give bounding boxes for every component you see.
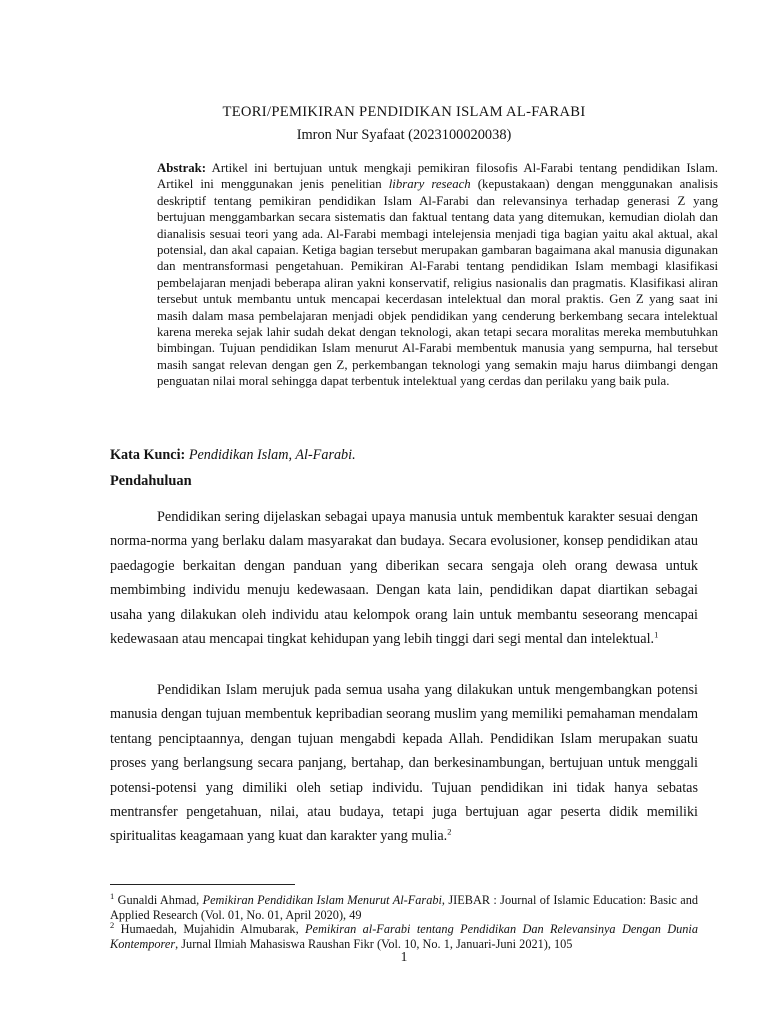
keywords-label: Kata Kunci: — [110, 447, 186, 463]
page-number: 1 — [400, 949, 408, 964]
footnote-1 — [110, 890, 698, 922]
footnote-ref-1: 1 — [654, 629, 659, 640]
footnote-number: 1 — [110, 890, 115, 901]
footnote-number: 2 — [110, 919, 115, 930]
footnote-title: Pemikiran Pendidikan Islam Menurut Al-Farabi — [202, 893, 442, 907]
abstract-text-end: (kepustakaan) dengan menggunakan analisis deskriptif tentang pemikiran pendidikan Islam Al-Farabi dan relevansinya terhadap generasi Z yang bertujuan menggambarkan secara sistematis dan faktual tentang data yang ditemukan, kemudian diolah dan dianalisis sesuai teori yang ada. Al-Farabi membagi intelejensia menjadi tiga bagian yaitu akal aktual, akal potensial, dan akal capaian. Ketiga bagian tersebut merupakan gambaran bagaimana akal manusia digunakan dan mentransformasi pengetahuan. Pemikiran Al-Farabi tentang pendidikan Islam membagi klasifikasi pembelajaran menjadi beberapa aliran yakni konservatif, religius nasionalis dan pragmatis. Klasifikasi aliran tersebut untuk membantu untuk mencapai kecerdasan intelektual dan moral praktis. Gen Z yang saat ini masih dalam masa pembelajaran menjadi objek pendidikan yang cenderung berkembang secara intelektual karena mereka sejak lahir sudah dekat dengan teknologi, akan tetapi secara moralitas mereka membutuhkan bimbingan. Tujuan pendidikan Islam menurut Al-Farabi membentuk manusia yang sempurna, hal tersebut masih sangat relevan dengan gen Z, perkembangan teknologi yang semakin maju harus diimbangi dengan penguatan nilai moral sehingga dapat terbentuk intelektual yang cerdas dan perilaku yang baik pula. — [157, 177, 718, 389]
keywords — [110, 445, 698, 465]
abstract-italic-term: library reseach — [388, 177, 471, 192]
body-paragraph-1 — [110, 505, 698, 651]
author-line: Imron Nur Syafaat (2023100020038) — [296, 127, 512, 143]
abstract — [157, 160, 718, 390]
body-paragraph-2 — [110, 678, 698, 849]
section-heading: Pendahuluan — [110, 473, 192, 489]
abstract-text-start: Artikel ini bertujuan untuk mengkaji pemikiran filosofis Al-Farabi tentang pendidikan Islam. Artikel ini menggunakan jenis penelitian — [157, 161, 718, 192]
footnote-source: , Jurnal Ilmiah Mahasiswa Raushan Fikr (Vol. 10, No. 1, Januari-Juni 2021), 105 — [175, 936, 573, 951]
footnote-source: , JIEBAR : Journal of Islamic Education: Basic and Applied Research (Vol. 01, No. 01, April 2020), 49 — [110, 893, 698, 922]
footnote-separator — [110, 884, 295, 885]
footnote-title: Pemikiran al-Farabi tentang Pendidikan Dan Relevansinya Dengan Dunia Kontemporer — [110, 922, 699, 951]
paragraph-text: Pendidikan Islam merujuk pada semua usaha yang dilakukan untuk mengembangkan potensi manusia dengan tujuan membentuk kepribadian seorang muslim yang memiliki pemahaman mendalam tentang penciptaannya, dengan tujuan mengabdi kepada Allah. Pendidikan Islam merupakan suatu proses yang berlangsung secara panjang, bertahap, dan berkesinambungan, bertujuan untuk menggali potensi-potensi yang dimiliki oleh setiap individu. Tujuan pendidikan ini tidak hanya sebatas mentransfer pengetahuan, nilai, atau budaya, tetapi juga bertujuan agar peserta didik memiliki spiritualitas keagamaan yang kuat dan karakter yang mulia. — [110, 682, 698, 845]
footnote-2 — [110, 919, 699, 951]
footnote-author: Humaedah, Mujahidin Almubarak, — [120, 922, 306, 936]
keywords-value: Pendidikan Islam, Al-Farabi. — [188, 447, 356, 463]
footnote-author: Gunaldi Ahmad, — [117, 893, 203, 907]
footnote-ref-2: 2 — [447, 826, 452, 837]
paper-title: TEORI/PEMIKIRAN PENDIDIKAN ISLAM AL-FARABI — [222, 104, 586, 120]
abstract-label: Abstrak: — [157, 161, 207, 175]
paragraph-text: Pendidikan sering dijelaskan sebagai upaya manusia untuk membentuk karakter sesuai dengan norma-norma yang berlaku dalam masyarakat dan budaya. Secara evolusioner, konsep pendidikan atau paedagogie berkaitan dengan panduan yang diberikan secara sengaja oleh orang dewasa untuk membimbing individu menuju kedewasaan. Dengan kata lain, pendidikan dapat diartikan sebagai usaha yang dilakukan oleh individu atau kelompok orang lain untuk membantu seseorang mencapai kedewasaan atau mencapai tingkat kehidupan yang lebih tinggi dari segi mental dan intelektual. — [110, 509, 698, 648]
